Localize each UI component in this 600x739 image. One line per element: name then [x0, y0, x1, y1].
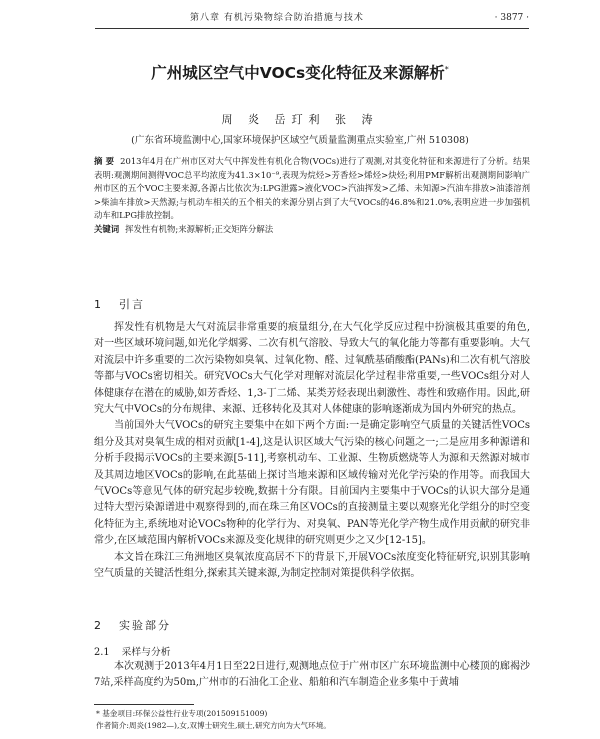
- abstract-text: 2013年4月在广州市区对大气中挥发性有机化合物(VOCs)进行了观测,对其变化特征和来源进行了分析。结果表明:观测期间测得VOC总平均浓度为41.3×10⁻⁹,表现为烷烃>芳香烃>烯烃>炔烃;利用PMF解析出观测期间影响广州市区的五个VOC主要来源,各源占比依次为:LPG泄露>液化VOC>汽油挥发>乙烯、未知源>汽油车排放>油漆溶剂>柴油车排放>天然源;与机动车相关的五个相关的来源分别占到了大气VOCs的46.8%和21.0%,表明应进一步加强机动车和LPG排放控制。: [94, 156, 530, 221]
- paragraph: 挥发性有机物是大气对流层非常重要的痕量组分,在大气化学反应过程中扮演极其重要的角色,对一些区域环境问题,如光化学烟雾、二次有机气溶胶、导致大气的氧化能力等都有重要影响。大气对流层中许多重要的二次污染物如臭氧、过氧化物、醛、过氧酰基硝酸酯(PANs)和二次有机气溶胶等都与VOCs密切相关。研究VOCs大气化学对理解对流层化学过程非常重要,一些VOCs组分对人体健康存在潜在的威胁,如芳香烃、1,3-丁二烯、某类芳烃表现出刺激性、毒性和致癌作用。因此,研究大气中VOCs的分布规律、来源、迁移转化及其对人体健康的影响逐渐成为国内外研究的热点。: [94, 322, 530, 416]
- paragraph: 本文旨在珠江三角洲地区臭氧浓度高居不下的背景下,开展VOCs浓度变化特征研究,识别其影响空气质量的关键活性组分,探索其关键来源,为制定控制对策提供科学依据。: [94, 551, 530, 580]
- paper-title-text: 广州城区空气中VOCs变化特征及来源解析: [151, 64, 445, 82]
- keywords-text: 挥发性有机物;来源解析;正交矩阵分解法: [125, 223, 274, 234]
- section-number: 1: [94, 298, 103, 311]
- abstract: [94, 155, 530, 237]
- title-footnote-mark: *: [444, 64, 449, 74]
- footnote-author-bio: 作者简介:周炎(1982—),女,双博士研究生,硕士,研究方向为大气环境。: [96, 721, 331, 730]
- author-list: 周 炎 岳玎利 张 涛: [221, 113, 379, 126]
- introduction-body: [94, 320, 530, 583]
- subsection-heading-sampling: [94, 644, 171, 658]
- section-heading-introduction: [94, 296, 145, 312]
- paper-title: [0, 61, 600, 83]
- footnote-funding: * 基金项目:环保公益性行业专项(201509151009): [96, 709, 268, 718]
- abstract-label: 摘 要: [94, 156, 115, 166]
- paragraph: 当前国外大气VOCs的研究主要集中在如下两个方面:一是确定影响空气质量的关键活性VOCs组分及其对臭氧生成的相对贡献[1-4],这是认识区域大气污染的核心问题之一;二是应用多种源谱和分析手段揭示VOCs的主要来源[5-11],考察机动车、工业源、生物质燃烧等人为源和天然源对城市及其周边地区VOCs的影响,在此基础上探讨当地来源和区域传输对光化学污染的作用等。而我国大气VOCs等意见气体的研究起步较晚,数据十分有限。目前国内主要集中于VOCs的认识大部分是通过特大型污染源谱进中观察得到的,而在珠三角区VOCs的直接测量主要以观察光化学组分的时空变化特征为主,系统地对论VOCs物种的化学行为、对臭氧、PAN等光化学产物生成作用贡献的研究非常少,在区域范围内解析VOCs来源及变化规律的研究则更少之又少[12-15]。: [94, 420, 530, 547]
- subsection-number: 2.1: [94, 647, 110, 658]
- section-heading-experiment: [94, 617, 171, 633]
- section-title: 引言: [119, 298, 145, 311]
- affiliation: (广东省环境监测中心,国家环境保护区域空气质量监测重点实验室,广州 510308): [131, 135, 469, 146]
- subsection-title: 采样与分析: [121, 647, 171, 658]
- chapter-title: 第八章 有机污染物综合防治措施与技术: [190, 13, 364, 23]
- footnote-divider: [94, 704, 194, 705]
- page-number: · 3877 ·: [494, 13, 529, 23]
- sampling-body: [94, 659, 530, 692]
- section-number: 2: [94, 619, 103, 632]
- paragraph: 本次观测于2013年4月1日至22日进行,观测地点位于广州市区广东环境监测中心楼顶的廊褐沙7站,采样高度约为50m,广州市的石油化工企业、船舶和汽车制造企业多集中于黄埔: [94, 661, 530, 689]
- keywords-label: 关键词: [94, 223, 120, 234]
- running-header: [95, 8, 529, 29]
- section-title: 实验部分: [119, 619, 171, 632]
